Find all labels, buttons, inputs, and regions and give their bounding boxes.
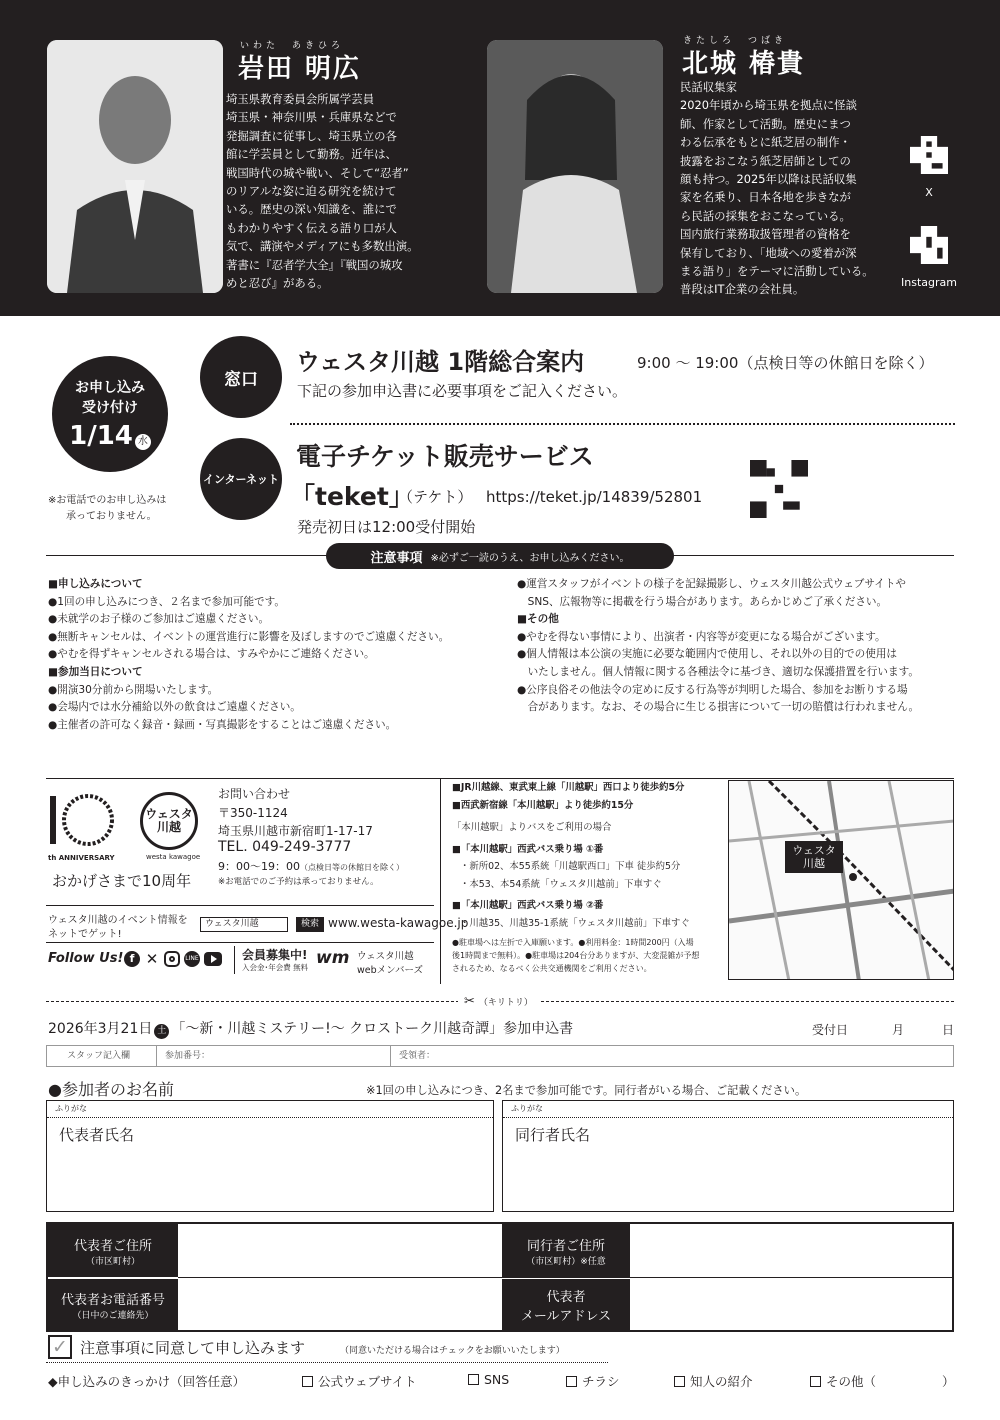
hours-row <box>218 858 404 874</box>
net-label-circle <box>200 438 282 520</box>
address: 埼玉県川越市新宿町1-17-17 <box>218 824 373 838</box>
rep-tel-label: 代表者お電話番号 <box>60 1292 165 1308</box>
option-label: SNS <box>484 1372 510 1387</box>
access-line: されるため、なるべく公共交通機関をご利用ください。 <box>452 964 652 973</box>
caution-item: ●運営スタッフがイベントの様子を記録撮影し、ウェスタ川越公式ウェブサイトや <box>517 578 907 590</box>
speaker2-bio-line: 家を名乗り、日本各地を歩きなが <box>680 190 851 205</box>
speaker1-ruby: いわた あきひろ <box>240 41 345 51</box>
agree-sub: （同意いただける場合はチェックをお願いいたします） <box>340 1346 565 1356</box>
speaker2-bio-line: 民話収集家 <box>680 80 737 94</box>
rep-mail-label-1: 代表者 <box>546 1289 586 1305</box>
caution-title: 注意事項 <box>370 550 423 566</box>
westa-logo-line1: ウェスタ <box>145 807 193 821</box>
dotted-divider <box>290 423 955 425</box>
furigana-comp: ふりがな <box>503 1101 953 1118</box>
trigger-option[interactable] <box>674 1372 753 1390</box>
caution-item: 合があります。なお、その場合に生じる損害について一切の賠償は行われません。 <box>517 701 920 714</box>
caution-item: ●やむを得ずキャンセルされる場合は、すみやかにご連絡ください。 <box>48 648 375 661</box>
trigger-option[interactable] <box>468 1372 509 1387</box>
follow-us: Follow Us! <box>48 951 124 966</box>
info-line-low <box>46 942 434 943</box>
caution-item: ■その他 <box>517 613 559 626</box>
x-icon[interactable]: ✕ <box>145 950 159 968</box>
rep-mail-input[interactable] <box>630 1279 952 1330</box>
tel[interactable]: TEL. 049-249-3777 <box>218 839 352 855</box>
received-label: 受付日 <box>812 1023 849 1037</box>
option-checkbox[interactable] <box>674 1376 685 1387</box>
speaker2-bio <box>680 78 876 299</box>
info-vline <box>440 778 441 984</box>
net-teket: 「teket」 <box>290 482 414 511</box>
speaker1-bio-line: 館に学芸員として勤務。近年は、 <box>226 147 397 162</box>
caution-item: ●開演30分前から開場いたします。 <box>48 683 219 696</box>
form-title-rest: 「～新・川越ミステリー!～ クロストーク川越奇譚」参加申込書 <box>171 1021 574 1037</box>
member-sub: 入会金･年会費 無料 <box>242 963 309 972</box>
option-close-paren: ） <box>942 1374 955 1389</box>
caution-sub: ※必ずご一読のうえ、お申し込みください。 <box>430 552 630 564</box>
access-map <box>728 780 954 980</box>
received-day: 日 <box>942 1023 955 1037</box>
westa-logo-sub: westa kawagoe <box>146 853 201 861</box>
rep-mail-cell <box>502 1279 630 1330</box>
speaker1-photo <box>47 40 223 293</box>
access-info <box>452 779 699 975</box>
net-kana: （テケト） <box>398 488 473 506</box>
names-note: ※1回の申し込みにつき、2名まで参加可能です。同行者がいる場合、ご記載ください。 <box>366 1084 807 1097</box>
speaker1-bio-line: 気で、講演やメディアにも多数出演。 <box>226 239 419 254</box>
youtube-icon[interactable] <box>204 952 222 966</box>
event-info-2: ネットでゲット! <box>48 929 122 940</box>
apply-circle-line2: 受け付け <box>82 400 138 416</box>
speaker1-bio <box>226 90 432 292</box>
speaker1-bio-line: 著書に『忍者学大全』『戦国の城攻 <box>226 257 403 272</box>
access-line: ・川越35、川越35-1系統「ウェスタ川越前」下車すぐ <box>460 917 690 929</box>
apply-date: 1/14 <box>69 421 133 451</box>
wm-logo: wm <box>316 948 350 968</box>
caution-item: ●無断キャンセルは、イベントの運営進行に影響を及ぼしますのでご遠慮ください。 <box>48 630 450 643</box>
facebook-icon[interactable]: f <box>124 951 140 967</box>
caution-item: ■申し込みについて <box>48 578 143 590</box>
net-label: インターネット <box>202 473 279 486</box>
comp-addr-input[interactable] <box>630 1224 952 1277</box>
hours: 9：00～19：00 <box>218 860 300 873</box>
caution-item: ■参加当日について <box>48 665 143 678</box>
option-checkbox[interactable] <box>302 1376 313 1387</box>
thanks-10th: おかげさまで10周年 <box>52 872 192 890</box>
hours-note: （点検日等の休館日を除く） <box>300 863 404 872</box>
staff-label: スタッフ記入欄 <box>47 1046 157 1066</box>
comp-addr-cell <box>502 1224 630 1277</box>
access-line: ■「本川越駅」西武バス乗り場 ①番 <box>452 843 604 855</box>
caution-item: ●未就学のお子様のご参加はご遠慮ください。 <box>48 613 270 626</box>
speaker2-bio-line: 普段はIT企業の会社員。 <box>680 282 805 297</box>
member-name-2: webメンバーズ <box>357 965 424 976</box>
qr-x-label: X <box>925 186 933 199</box>
search-box[interactable]: ウェスタ川越 <box>200 917 288 932</box>
speaker2-bio-line: 披露をおこなう紙芝居師としての <box>680 153 851 168</box>
qr-code-x[interactable] <box>910 136 948 174</box>
access-line: ■西武新宿線「本川越駅」より徒歩約15分 <box>452 799 634 811</box>
agree-label[interactable]: 注意事項に同意して申し込みます <box>80 1339 306 1357</box>
qr-instagram-label: Instagram <box>901 276 957 289</box>
instagram-icon[interactable] <box>164 951 180 967</box>
window-title: ウェスタ川越 1階総合案内 <box>296 348 585 376</box>
apply-note-2: 承っておりません。 <box>66 511 157 522</box>
window-label-circle <box>200 336 282 418</box>
agree-checkbox[interactable]: ✓ <box>48 1335 72 1359</box>
row-divider-2 <box>178 1277 952 1278</box>
comp-name-label: 同行者氏名 <box>515 1126 591 1144</box>
option-label: 公式ウェブサイト <box>318 1374 417 1389</box>
option-label: その他（ <box>826 1374 877 1389</box>
caution-item: ●会場内では水分補給以外の飲食はご遠慮ください。 <box>48 701 301 714</box>
net-sub: 発売初日は12:00受付開始 <box>297 518 476 536</box>
access-line: ・本53、本54系統「ウェスタ川越前」下車すぐ <box>460 878 662 890</box>
phone-note: ※お電話でのご予約は承っておりません。 <box>218 877 379 887</box>
westa-logo-line2: 川越 <box>156 820 181 834</box>
map-pin-label <box>785 841 843 873</box>
line-icon[interactable]: LINE <box>184 951 200 967</box>
apply-date-circle <box>52 356 168 472</box>
website[interactable]: www.westa-kawagoe.jp <box>328 916 469 930</box>
rep-mail-label-2: メールアドレス <box>520 1308 612 1324</box>
speaker1-name: 岩田 明広 <box>238 54 362 84</box>
name-box-rep[interactable] <box>46 1100 494 1212</box>
search-button[interactable]: 検索 <box>296 917 324 932</box>
speaker1-bio-line: のリアルな姿に迫る研究を続けて <box>226 184 397 199</box>
speaker2-ruby: きたしろ つばき <box>683 36 788 46</box>
speaker1-bio-line: いる。歴史の深い知識を、誰にで <box>226 202 397 217</box>
caution-item: ●主催者の許可なく録音・録画・写真撮影をすることはご遠慮ください。 <box>48 718 397 731</box>
rep-addr-input[interactable] <box>178 1224 502 1277</box>
speaker1-bio-line: もわかりやすく伝える語り口が人 <box>226 220 397 235</box>
map-label-2: 川越 <box>803 857 825 870</box>
qr-code-instagram[interactable] <box>910 226 948 264</box>
speaker2-bio-line: 2020年頃から埼玉県を拠点に怪談 <box>680 98 858 113</box>
entry-no[interactable]: 参加番号： <box>157 1046 391 1066</box>
caution-item: SNS、広報物等に掲載を行う場合があります。あらかじめご了承ください。 <box>517 595 888 608</box>
comp-addr-sub: （市区町村）※任意 <box>526 1256 606 1267</box>
speaker2-bio-line: わる伝承をもとに紙芝居の制作・ <box>680 135 851 150</box>
contact-title: お問い合わせ <box>218 787 291 801</box>
net-title: 電子チケット販売サービス <box>296 442 594 471</box>
trigger-option[interactable] <box>566 1372 620 1390</box>
caution-item: ●1回の申し込みにつき、２名まで参加可能です。 <box>48 595 285 608</box>
comp-addr-label: 同行者ご住所 <box>526 1238 605 1254</box>
caution-item: ●個人情報は本公演の実施に必要な範囲内で使用し、それ以外の目的での使用は <box>517 648 898 661</box>
speaker2-bio-line: 師、作家として活動。歴史にまつ <box>680 116 851 131</box>
rep-addr-label: 代表者ご住所 <box>73 1238 152 1254</box>
form-title-day: 土 <box>154 1024 169 1039</box>
received-month: 月 <box>892 1023 905 1037</box>
info-line-mid <box>46 905 434 906</box>
caution-item: いたしません。個人情報に関する各種法令に基づき、適切な保護措置を行います。 <box>517 665 919 678</box>
westa-logo <box>140 792 198 850</box>
names-title: ●参加者のお名前 <box>48 1080 174 1099</box>
caution-header <box>326 543 674 569</box>
rep-addr-sub: （市区町村） <box>85 1256 140 1267</box>
apply-weekday: 水 <box>135 434 151 450</box>
option-checkbox[interactable] <box>468 1374 479 1385</box>
speaker1-bio-line: めと忍び』がある。 <box>226 276 329 291</box>
speaker2-bio-line: 顔も持つ。2025年以降は民話収集 <box>680 172 857 187</box>
rep-tel-sub: （日中のご連絡先） <box>72 1310 154 1321</box>
access-line: ●駐車場へは左折で入庫願います。●利用料金：1時間200円（入場 <box>452 938 694 947</box>
member-title: 会員募集中! <box>242 948 308 962</box>
name-box-comp[interactable] <box>502 1100 954 1212</box>
caution-left <box>48 576 449 734</box>
trigger-label: ◆申し込みのきっかけ（回答任意） <box>48 1374 246 1389</box>
rep-tel-input[interactable] <box>178 1279 502 1330</box>
staff-row <box>46 1045 954 1067</box>
apply-circle-line1: お申し込み <box>75 380 145 396</box>
caution-item: ●やむを得ない事情により、出演者・内容等が変更になる場合がございます。 <box>517 630 886 643</box>
furigana-rep: ふりがな <box>47 1101 493 1118</box>
window-sub: 下記の参加申込書に必要事項をご記入ください。 <box>297 382 628 400</box>
speaker2-bio-line: まる語り」をテーマに活動している。 <box>680 264 874 279</box>
member-name-1: ウェスタ川越 <box>357 951 414 962</box>
rep-addr-cell <box>48 1224 178 1277</box>
access-line: ■JR川越線、東武東上線「川越駅」西口より徒歩約5分 <box>452 782 685 793</box>
form-title <box>48 1018 573 1039</box>
cut-label: （キリトリ） <box>478 998 533 1008</box>
qr-code-teket[interactable] <box>750 460 808 518</box>
access-line: ・新所02、本55系統「川越駅西口」下車 徒歩約5分 <box>460 861 681 872</box>
caution-right <box>517 576 919 717</box>
scissors-icon: ✂ <box>464 994 475 1009</box>
member-divider <box>234 946 235 974</box>
agree-underline <box>46 1362 608 1363</box>
access-line: 「本川越駅」よりバスをご利用の場合 <box>452 822 612 833</box>
receiver[interactable]: 受領者： <box>399 1051 436 1061</box>
caution-item: ●公序良俗その他法令の定めに反する行為等が判明した場合、参加をお断りする場 <box>517 683 908 696</box>
speaker1-bio-line: 埼玉県教育委員会所属学芸員 <box>226 92 375 106</box>
option-label: 知人の紹介 <box>690 1374 753 1389</box>
trigger-options <box>302 1372 954 1390</box>
speaker2-bio-line: 国内旅行業務取扱管理者の資格を <box>680 227 851 242</box>
option-checkbox[interactable] <box>566 1376 577 1387</box>
cut-label-wrap <box>458 994 539 1009</box>
contact-table <box>46 1222 954 1332</box>
option-label: チラシ <box>582 1374 620 1389</box>
speaker2-name: 北城 椿貴 <box>682 49 806 79</box>
anniversary-label: th ANNIVERSARY <box>48 854 115 862</box>
map-label-1: ウェスタ <box>792 844 836 857</box>
speaker1-bio-line: 戦国時代の城や戦い、そして“忍者” <box>226 165 409 180</box>
speaker1-bio-line: 埼玉県・神奈川県・兵庫県などで <box>226 110 397 125</box>
option-checkbox[interactable] <box>810 1376 821 1387</box>
rep-name-label: 代表者氏名 <box>59 1126 135 1144</box>
speaker1-bio-line: 発掘調査に従事し、埼玉県立の各 <box>226 128 397 143</box>
access-line: 後1時間まで無料）。●駐車場は204台分ありますが、大変混雑が予想 <box>452 951 700 960</box>
trigger-option[interactable] <box>810 1372 876 1390</box>
net-url[interactable]: https://teket.jp/14839/52801 <box>486 488 703 506</box>
speaker2-bio-line: 保有しており、「地域への愛着が深 <box>680 245 857 260</box>
social-icons <box>124 951 222 967</box>
window-label: 窓口 <box>224 369 258 390</box>
speaker2-photo <box>487 40 663 293</box>
speaker2-bio-line: ら民話の採集をおこなっている。 <box>680 208 851 223</box>
rep-tel-cell <box>48 1279 178 1330</box>
trigger-option[interactable] <box>302 1372 417 1390</box>
apply-note-1: ※お電話でのお申し込みは <box>48 495 167 506</box>
window-hours: 9:00 ～ 19:00（点検日等の休館日を除く） <box>637 354 934 372</box>
access-line: ■「本川越駅」西武バス乗り場 ②番 <box>452 900 604 911</box>
event-info-1: ウェスタ川越のイベント情報を <box>48 915 188 926</box>
anniversary-logo <box>48 792 120 862</box>
postal: 〒350-1124 <box>218 806 288 820</box>
form-title-date: 2026年3月21日 <box>48 1021 153 1037</box>
speakers-section <box>0 0 1000 316</box>
